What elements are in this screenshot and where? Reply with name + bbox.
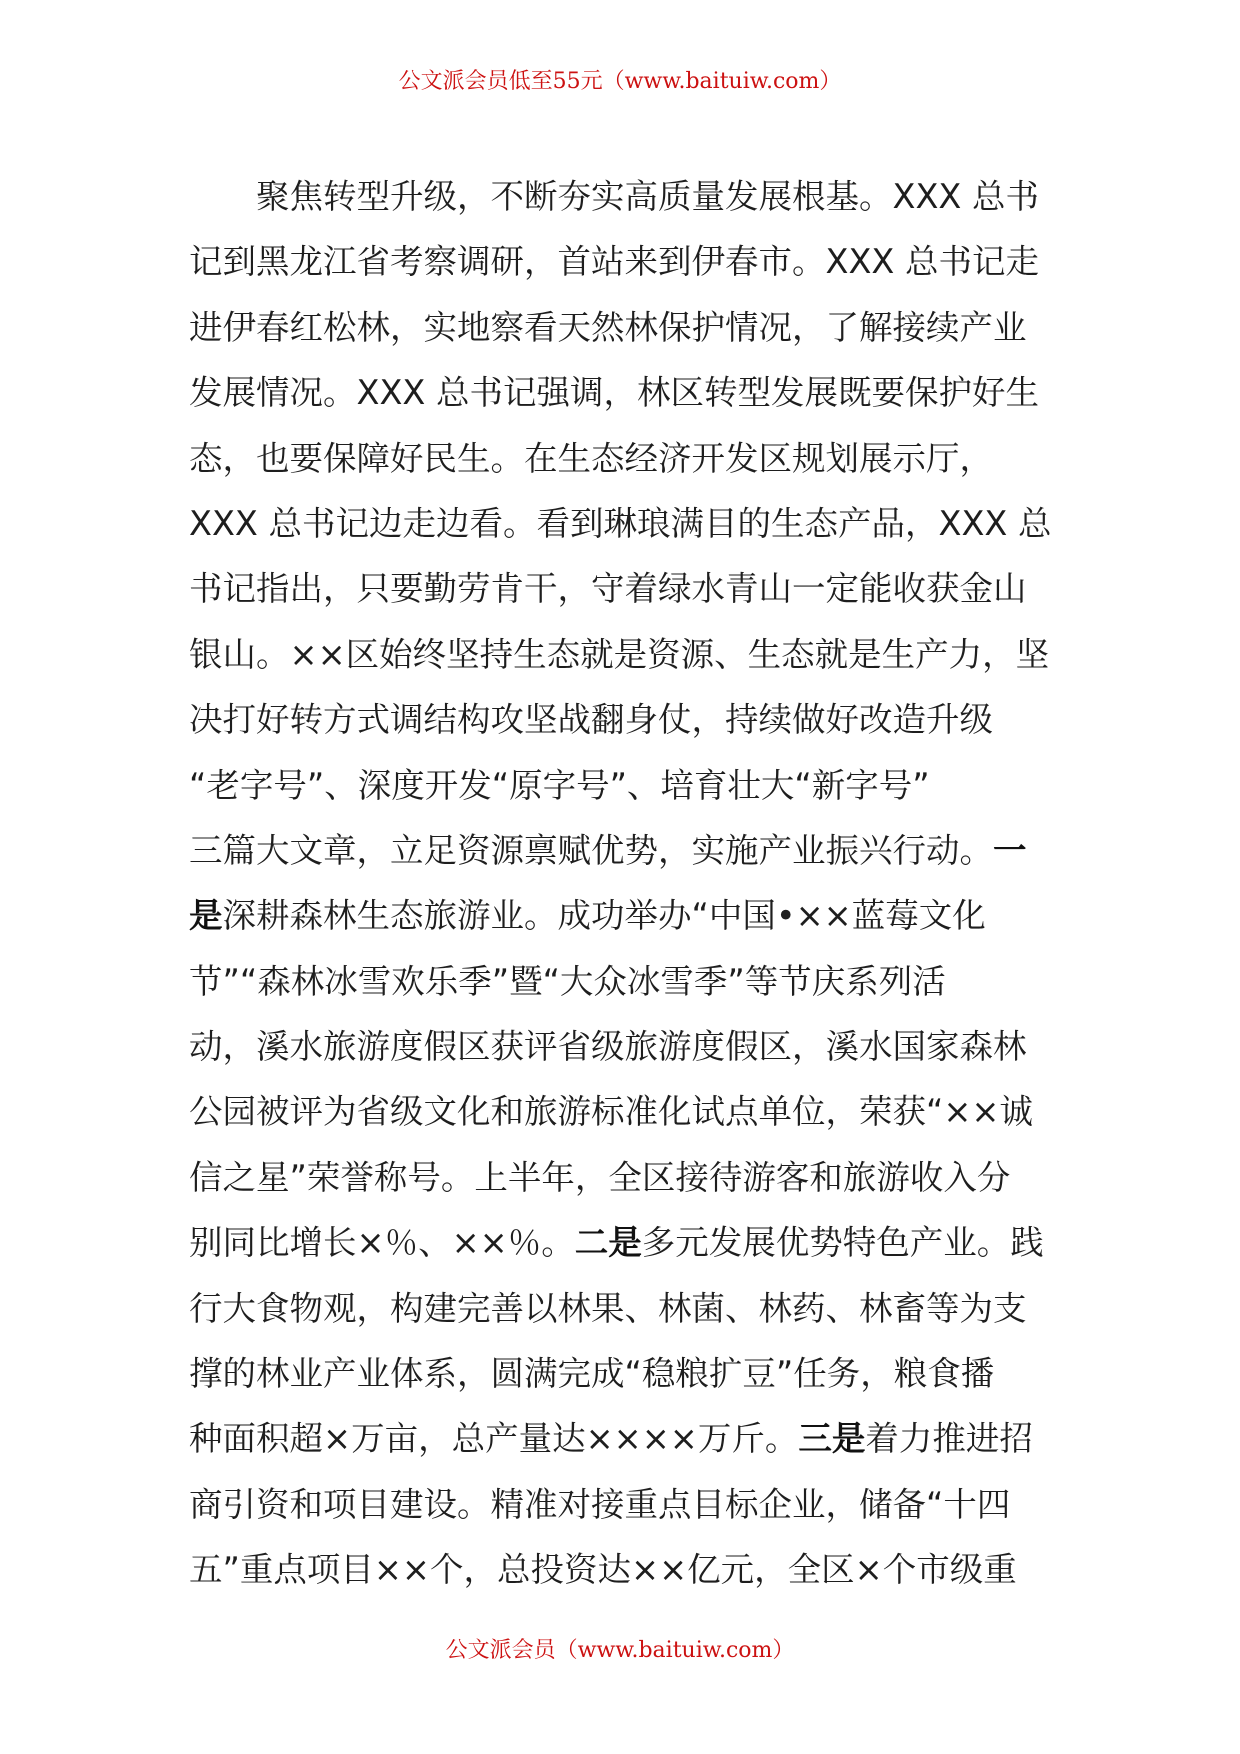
body-line [189,1406,1069,1471]
body-line [189,164,1069,229]
line-text: 多元发展优势特色产业。践 [641,1223,1044,1263]
line-text: 聚焦转型升级，不断夯实高质量发展根基。XXX 总书 [256,177,1039,216]
emphasis-text: 三是 [798,1419,866,1459]
body-line [189,687,1069,752]
line-text: 节”“森林冰雪欢乐季”暨“大众冰雪季”等节庆系列活 [189,961,946,1001]
body-line [189,426,1069,491]
body-line [189,1210,1069,1275]
line-text: 银山。××区始终坚持生态就是资源、生态就是生产力，坚 [189,634,1050,674]
document-body [189,164,1069,1603]
line-text: 撑的林业产业体系，圆满完成“稳粮扩豆”任务，粮食播 [189,1354,995,1394]
body-line [189,949,1069,1014]
line-text: 发展情况。XXX 总书记强调，林区转型发展既要保护好生 [189,373,1039,413]
line-text: “老字号”、深度开发“原字号”、培育壮大“新字号” [189,765,930,805]
body-line [189,360,1069,425]
line-text: 记到黑龙江省考察调研，首站来到伊春市。XXX 总书记走 [189,242,1039,282]
line-text: 决打好转方式调结构攻坚战翻身仗，持续做好改造升级 [189,700,993,740]
line-text: 动，溪水旅游度假区获评省级旅游度假区，溪水国家森林 [189,1027,1027,1067]
emphasis-text: 二是 [574,1223,642,1263]
body-line [189,753,1069,818]
line-text: 商引资和项目建设。精准对接重点目标企业，储备“十四 [189,1484,1011,1524]
line-text: 信之星”荣誉称号。上半年，全区接待游客和旅游收入分 [189,1157,1011,1197]
body-line [189,1079,1069,1144]
body-line [189,818,1069,883]
body-line [189,1472,1069,1537]
header-watermark: 公文派会员低至55元（www.baituiw.com） [398,69,842,94]
line-text: 深耕森林生态旅游业。成功举办“中国•××蓝莓文化 [222,896,986,936]
body-line [189,1537,1069,1602]
line-text: 三篇大文章，立足资源禀赋优势，实施产业振兴行动。 [189,830,993,870]
body-line [189,883,1069,948]
line-text: 态，也要保障好民生。在生态经济开发区规划展示厅， [189,438,993,478]
line-text: 书记指出，只要勤劳肯干，守着绿水青山一定能收获金山 [189,569,1027,609]
line-text: 进伊春红松林，实地察看天然林保护情况，了解接续产业 [189,307,1027,347]
line-text: XXX 总书记边走边看。看到琳琅满目的生态产品，XXX 总 [189,503,1052,543]
line-text: 行大食物观，构建完善以林果、林菌、林药、林畜等为支 [189,1288,1027,1328]
emphasis-text: 一 [993,830,1027,870]
line-text: 种面积超×万亩，总产量达××××万斤。 [189,1419,799,1459]
line-text: 别同比增长×％、××％。 [189,1223,575,1263]
body-line [189,556,1069,621]
body-line [189,229,1069,294]
body-line [189,295,1069,360]
line-text: 着力推进招 [865,1419,1033,1459]
body-line [189,1014,1069,1079]
body-line [189,491,1069,556]
footer-watermark: 公文派会员（www.baituiw.com） [445,1638,795,1663]
body-line [189,1276,1069,1341]
emphasis-text: 是 [189,896,223,936]
line-text: 公园被评为省级文化和旅游标准化试点单位，荣获“××诚 [189,1092,1033,1132]
body-line [189,622,1069,687]
body-line [189,1341,1069,1406]
body-line [189,1145,1069,1210]
line-text: 五”重点项目××个，总投资达××亿元，全区×个市级重 [189,1550,1017,1590]
